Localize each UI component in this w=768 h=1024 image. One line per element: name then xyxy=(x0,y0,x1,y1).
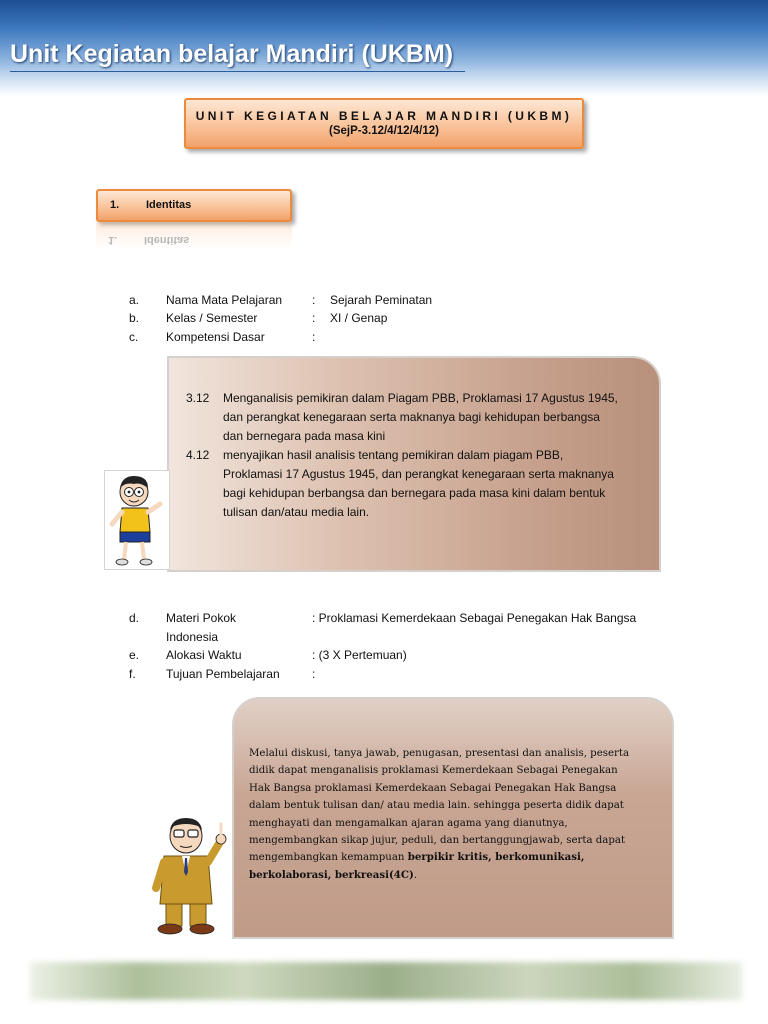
tujuan-bold: berpikir kritis, berkomunikasi, xyxy=(407,851,585,864)
kd-line: tulisan dan/atau media lain. xyxy=(223,505,370,519)
tujuan-line: dalam bentuk tulisan dan/ atau media lain. sehingga peserta didik dapat xyxy=(249,800,624,812)
item-mark: b. xyxy=(129,311,140,325)
item-label: Kompetensi Dasar xyxy=(166,330,265,344)
item-colon: : xyxy=(312,311,316,325)
item-value: : Proklamasi Kemerdekaan Sebagai Penegakan Hak Bangsa xyxy=(312,611,637,625)
heading-reflection xyxy=(96,222,292,252)
student-cartoon-illustration xyxy=(104,470,170,570)
page-header-title: Unit Kegiatan belajar Mandiri (UKBM) xyxy=(10,40,454,68)
tujuan-plain: mengembangkan kemampuan xyxy=(249,852,408,864)
identitas-heading-box xyxy=(96,189,292,222)
item-label-continued: Indonesia xyxy=(166,630,219,644)
ukbm-title: UNIT KEGIATAN BELAJAR MANDIRI (UKBM) xyxy=(195,109,573,123)
tujuan-line: menghayati dan mengamalkan ajaran agama yang dianutnya, xyxy=(249,817,568,829)
kd-text xyxy=(223,389,618,446)
header-underline xyxy=(10,71,465,72)
section-number: 1. xyxy=(110,199,120,211)
reflection-number: 1. xyxy=(108,234,118,246)
item-mark: e. xyxy=(129,648,140,662)
item-mark: a. xyxy=(129,293,140,307)
kd-line: Proklamasi 17 Agustus 1945, dan perangkat kenegaraan serta maknanya xyxy=(223,467,614,481)
item-colon: : xyxy=(312,293,316,307)
item-value: : xyxy=(312,667,316,681)
item-mark: f. xyxy=(129,667,136,681)
item-label: Alokasi Waktu xyxy=(166,648,242,662)
tujuan-line xyxy=(249,849,659,866)
item-mark: c. xyxy=(129,330,139,344)
item-colon: : xyxy=(312,330,316,344)
kd-line: Menganalisis pemikiran dalam Piagam PBB, Proklamasi 17 Agustus 1945, xyxy=(223,391,618,405)
kd-number: 4.12 xyxy=(186,448,210,462)
item-value: Sejarah Peminatan xyxy=(330,293,433,307)
kd-line: dan bernegara pada masa kini xyxy=(223,429,386,443)
tujuan-line: Hak Bangsa proklamasi Kemerdekaan Sebagai Penegakan Hak Bangsa xyxy=(249,782,617,794)
teacher-cartoon-illustration xyxy=(140,812,236,936)
item-label: Tujuan Pembelajaran xyxy=(166,667,280,681)
kd-number: 3.12 xyxy=(186,391,210,405)
reflection-label: Identitas xyxy=(144,234,190,246)
item-value: : (3 X Pertemuan) xyxy=(312,648,407,662)
kd-text xyxy=(223,446,614,522)
footer-decoration xyxy=(30,962,742,1000)
kd-line: dan perangkat kenegaraan serta maknanya bagi kehidupan berbangsa xyxy=(223,410,600,424)
item-label: Materi Pokok xyxy=(166,611,237,625)
ukbm-title-box xyxy=(184,98,584,149)
tujuan-line: Melalui diskusi, tanya jawab, penugasan, presentasi dan analisis, peserta xyxy=(249,748,630,759)
item-label: Nama Mata Pelajaran xyxy=(166,293,283,307)
tujuan-end: . xyxy=(413,869,418,881)
section-title: Identitas xyxy=(146,199,192,211)
tujuan-line xyxy=(249,867,659,884)
tujuan-line: didik dapat menganalisis proklamasi Kemerdekaan Sebagai Penegakan xyxy=(249,765,618,777)
item-value: XI / Genap xyxy=(330,311,388,325)
item-label: Kelas / Semester xyxy=(166,311,258,325)
tujuan-text xyxy=(249,745,659,884)
kd-line: bagi kehidupan berbangsa dan bernegara pada masa kini dalam bentuk xyxy=(223,486,606,500)
tujuan-bold: berkolaborasi, berkreasi(4C) xyxy=(249,868,414,881)
ukbm-code: (SejP-3.12/4/12/4/12) xyxy=(329,125,439,137)
kd-line: menyajikan hasil analisis tentang pemikiran dalam piagam PBB, xyxy=(223,448,564,462)
tujuan-line: mengembangkan sikap jujur, peduli, dan bertanggungjawab, serta dapat xyxy=(249,835,626,847)
item-mark: d. xyxy=(129,611,140,625)
